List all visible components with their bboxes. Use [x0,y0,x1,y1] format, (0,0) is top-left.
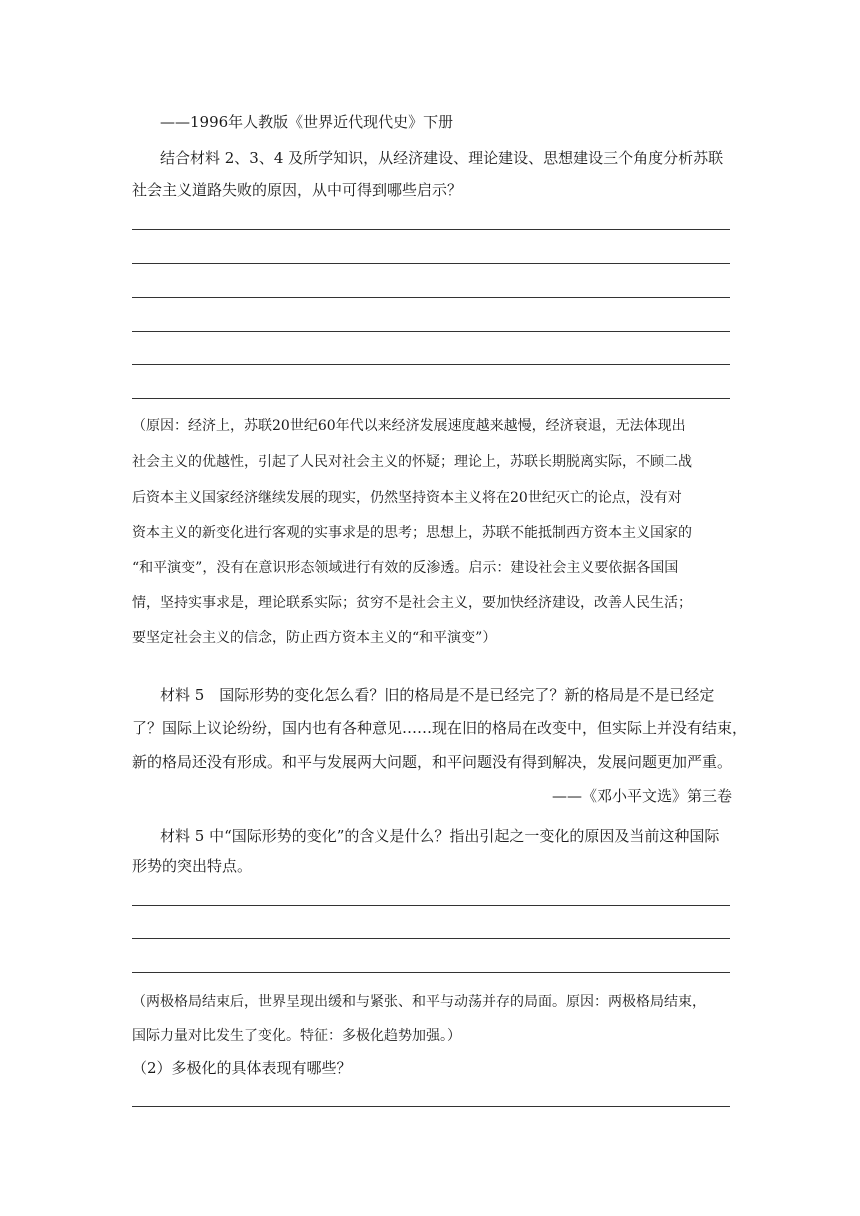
answer-line [132,263,730,264]
question-2-line-2: 形势的突出特点。 [132,857,253,875]
answer-line [132,905,730,906]
answer-line [132,938,730,939]
answer-1-line: （原因：经济上，苏联20世纪60年代以来经济发展速度越来越慢，经济衰退，无法体现出 [132,418,686,434]
material-5-line: 新的格局还没有形成。和平与发展两大问题，和平问题没有得到解决，发展问题更加严重。 [132,753,733,771]
answer-1-line: 资本主义的新变化进行客观的实事求是的思考；思想上，苏联不能抵制西方资本主义国家的 [132,525,692,541]
answer-1-line: “和平演变”，没有在意识形态领域进行有效的反渗透。启示：建设社会主义要依据各国国 [132,560,679,576]
answer-line [132,1106,730,1107]
answer-line [132,297,730,298]
answer-line [132,398,730,399]
source-citation: ——1996年人教版《世界近代现代史》下册 [160,113,454,131]
answer-1-line: 情，坚持实事求是，理论联系实际；贫穷不是社会主义，要加快经济建设，改善人民生活； [132,595,692,611]
material-5-source: ——《邓小平文选》第三卷 [551,787,732,805]
answer-line [132,331,730,332]
answer-2-line: （两极格局结束后，世界呈现出缓和与紧张、和平与动荡并存的局面。原因：两极格局结束， [132,994,706,1010]
answer-2-line: 国际力量对比发生了变化。特征：多极化趋势加强。） [132,1028,461,1044]
answer-line [132,364,730,365]
question-2-line-1: 材料 5 中“国际形势的变化”的含义是什么？指出引起之一变化的原因及当前这种国际 [160,827,720,845]
answer-line [132,229,730,230]
question-1-line-2: 社会主义道路失败的原因，从中可得到哪些启示？ [132,181,463,199]
answer-line [132,972,730,973]
answer-1-line: 后资本主义国家经济继续发展的现实，仍然坚持资本主义将在20世纪灭亡的论点，没有对 [132,490,682,506]
answer-1-line: 社会主义的优越性，引起了人民对社会主义的怀疑；理论上，苏联长期脱离实际，不顾二战 [132,454,692,470]
material-5-line: 了？国际上议论纷纷，国内也有各种意见……现在旧的格局在改变中，但实际上并没有结束， [132,719,748,737]
material-5-line: 材料 5 国际形势的变化怎么看？旧的格局是不是已经完了？新的格局是不是已经定 [160,686,715,704]
question-1-line-1: 结合材料 2、3、4 及所学知识，从经济建设、理论建设、思想建设三个角度分析苏联 [160,149,724,167]
question-3: （2）多极化的具体表现有哪些？ [132,1059,352,1077]
answer-1-line: 要坚定社会主义的信念，防止西方资本主义的“和平演变”） [132,630,497,646]
